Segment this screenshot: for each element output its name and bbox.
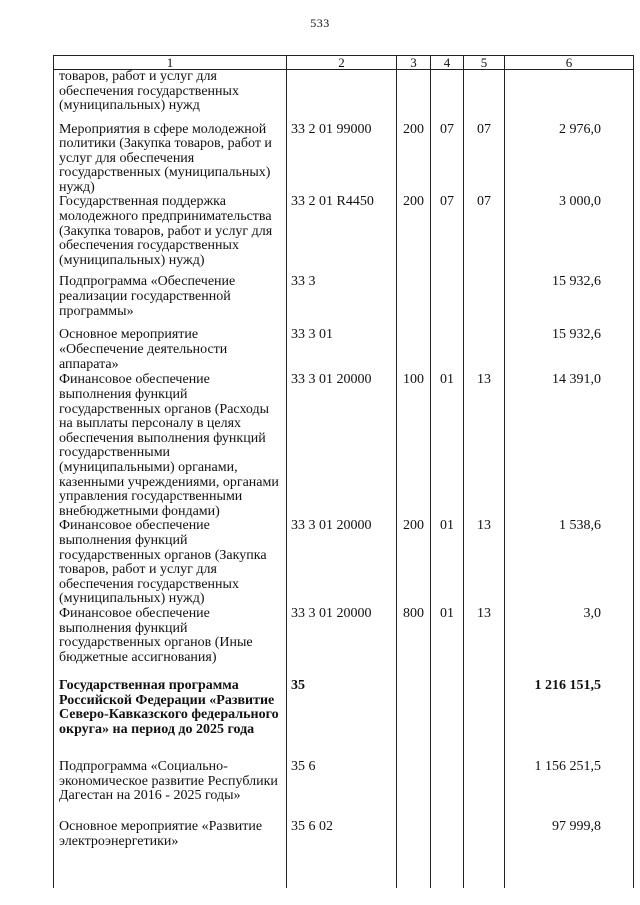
row-section-cell: [431, 820, 464, 888]
row-subsection-cell: 07: [464, 195, 505, 275]
row-expense-type-cell: [397, 679, 431, 760]
row-expense-type-cell: 800: [397, 607, 431, 679]
row-code-cell: 33 3: [287, 275, 397, 328]
row-section-cell: 01: [431, 373, 464, 519]
row-code-cell: 33 3 01 20000: [287, 519, 397, 607]
row-amount-cell: 15 932,6: [505, 328, 634, 373]
row-section-cell: [431, 679, 464, 760]
row-name-cell: товаров, работ и услуг для обеспечения государственных (муниципальных) нужд: [54, 70, 287, 123]
row-code-cell: 33 2 01 99000: [287, 123, 397, 196]
row-subsection-cell: 13: [464, 519, 505, 607]
row-amount-cell: 97 999,8: [505, 820, 634, 888]
row-expense-type-cell: [397, 70, 431, 123]
row-amount-cell: 3 000,0: [505, 195, 634, 275]
row-amount-cell: 2 976,0: [505, 123, 634, 196]
column-header: 1: [54, 56, 287, 70]
table-row: [54, 760, 634, 820]
row-code-cell: 33 2 01 R4450: [287, 195, 397, 275]
row-code-cell: 33 3 01 20000: [287, 373, 397, 519]
table-row: [54, 373, 634, 519]
row-code-cell: [287, 70, 397, 123]
row-code-cell: 35 6 02: [287, 820, 397, 888]
row-name-cell: Государственная поддержка молодежного предпринимательства (Закупка товаров, работ и услуг для обеспечения государственных (муниципальных) нужд): [54, 195, 287, 275]
row-subsection-cell: [464, 275, 505, 328]
row-amount-cell: 1 216 151,5: [505, 679, 634, 760]
row-section-cell: [431, 760, 464, 820]
row-amount-cell: 1 538,6: [505, 519, 634, 607]
row-section-cell: 01: [431, 607, 464, 679]
row-subsection-cell: 13: [464, 607, 505, 679]
row-name-cell: Подпрограмма «Обеспечение реализации государственной программы»: [54, 275, 287, 328]
row-code-cell: 33 3 01 20000: [287, 607, 397, 679]
row-name-cell: Основное мероприятие «Развитие электроэнергетики»: [54, 820, 287, 888]
row-section-cell: 07: [431, 123, 464, 196]
row-expense-type-cell: 200: [397, 123, 431, 196]
column-header: 2: [287, 56, 397, 70]
column-header: 6: [505, 56, 634, 70]
table-row: [54, 679, 634, 760]
table-row: [54, 820, 634, 888]
row-subsection-cell: [464, 328, 505, 373]
row-amount-cell: 1 156 251,5: [505, 760, 634, 820]
row-section-cell: [431, 70, 464, 123]
row-subsection-cell: [464, 820, 505, 888]
row-code-cell: 35 6: [287, 760, 397, 820]
row-subsection-cell: 07: [464, 123, 505, 196]
budget-table: [53, 55, 634, 888]
column-header: 4: [431, 56, 464, 70]
row-code-cell: 33 3 01: [287, 328, 397, 373]
table-row: [54, 70, 634, 123]
row-amount-cell: 15 932,6: [505, 275, 634, 328]
column-header: 5: [464, 56, 505, 70]
page-number: 533: [310, 16, 330, 30]
row-name-cell: Государственная программа Российской Федерации «Развитие Северо-Кавказского федерального округа» на период до 2025 года: [54, 679, 287, 760]
row-expense-type-cell: 200: [397, 195, 431, 275]
table-row: [54, 328, 634, 373]
row-subsection-cell: [464, 760, 505, 820]
column-header: 3: [397, 56, 431, 70]
table-row: [54, 519, 634, 607]
row-section-cell: [431, 328, 464, 373]
row-name-cell: Финансовое обеспечение выполнения функций государственных органов (Иные бюджетные ассигнования): [54, 607, 287, 679]
row-section-cell: 07: [431, 195, 464, 275]
row-name-cell: Подпрограмма «Социально-экономическое развитие Республики Дагестан на 2016 - 2025 годы»: [54, 760, 287, 820]
row-expense-type-cell: 100: [397, 373, 431, 519]
row-subsection-cell: 13: [464, 373, 505, 519]
row-name-cell: Основное мероприятие «Обеспечение деятельности аппарата»: [54, 328, 287, 373]
row-amount-cell: 14 391,0: [505, 373, 634, 519]
row-name-cell: Финансовое обеспечение выполнения функций государственных органов (Расходы на выплаты персоналу в целях обеспечения выполнения функций государственными (муниципальными) органами, казенными учреждениями, органами управления государственными внебюджетными фондами): [54, 373, 287, 519]
row-subsection-cell: [464, 70, 505, 123]
row-expense-type-cell: 200: [397, 519, 431, 607]
row-amount-cell: 3,0: [505, 607, 634, 679]
row-expense-type-cell: [397, 820, 431, 888]
table-row: [54, 607, 634, 679]
header-row: [54, 56, 634, 70]
table-row: [54, 123, 634, 196]
row-section-cell: 01: [431, 519, 464, 607]
row-expense-type-cell: [397, 760, 431, 820]
row-expense-type-cell: [397, 275, 431, 328]
row-section-cell: [431, 275, 464, 328]
row-expense-type-cell: [397, 328, 431, 373]
table-row: [54, 195, 634, 275]
row-subsection-cell: [464, 679, 505, 760]
row-name-cell: Финансовое обеспечение выполнения функций государственных органов (Закупка товаров, работ и услуг для обеспечения государственных (муниципальных) нужд): [54, 519, 287, 607]
table-row: [54, 275, 634, 328]
row-amount-cell: [505, 70, 634, 123]
row-code-cell: 35: [287, 679, 397, 760]
row-name-cell: Мероприятия в сфере молодежной политики (Закупка товаров, работ и услуг для обеспечения государственных (муниципальных) нужд): [54, 123, 287, 196]
